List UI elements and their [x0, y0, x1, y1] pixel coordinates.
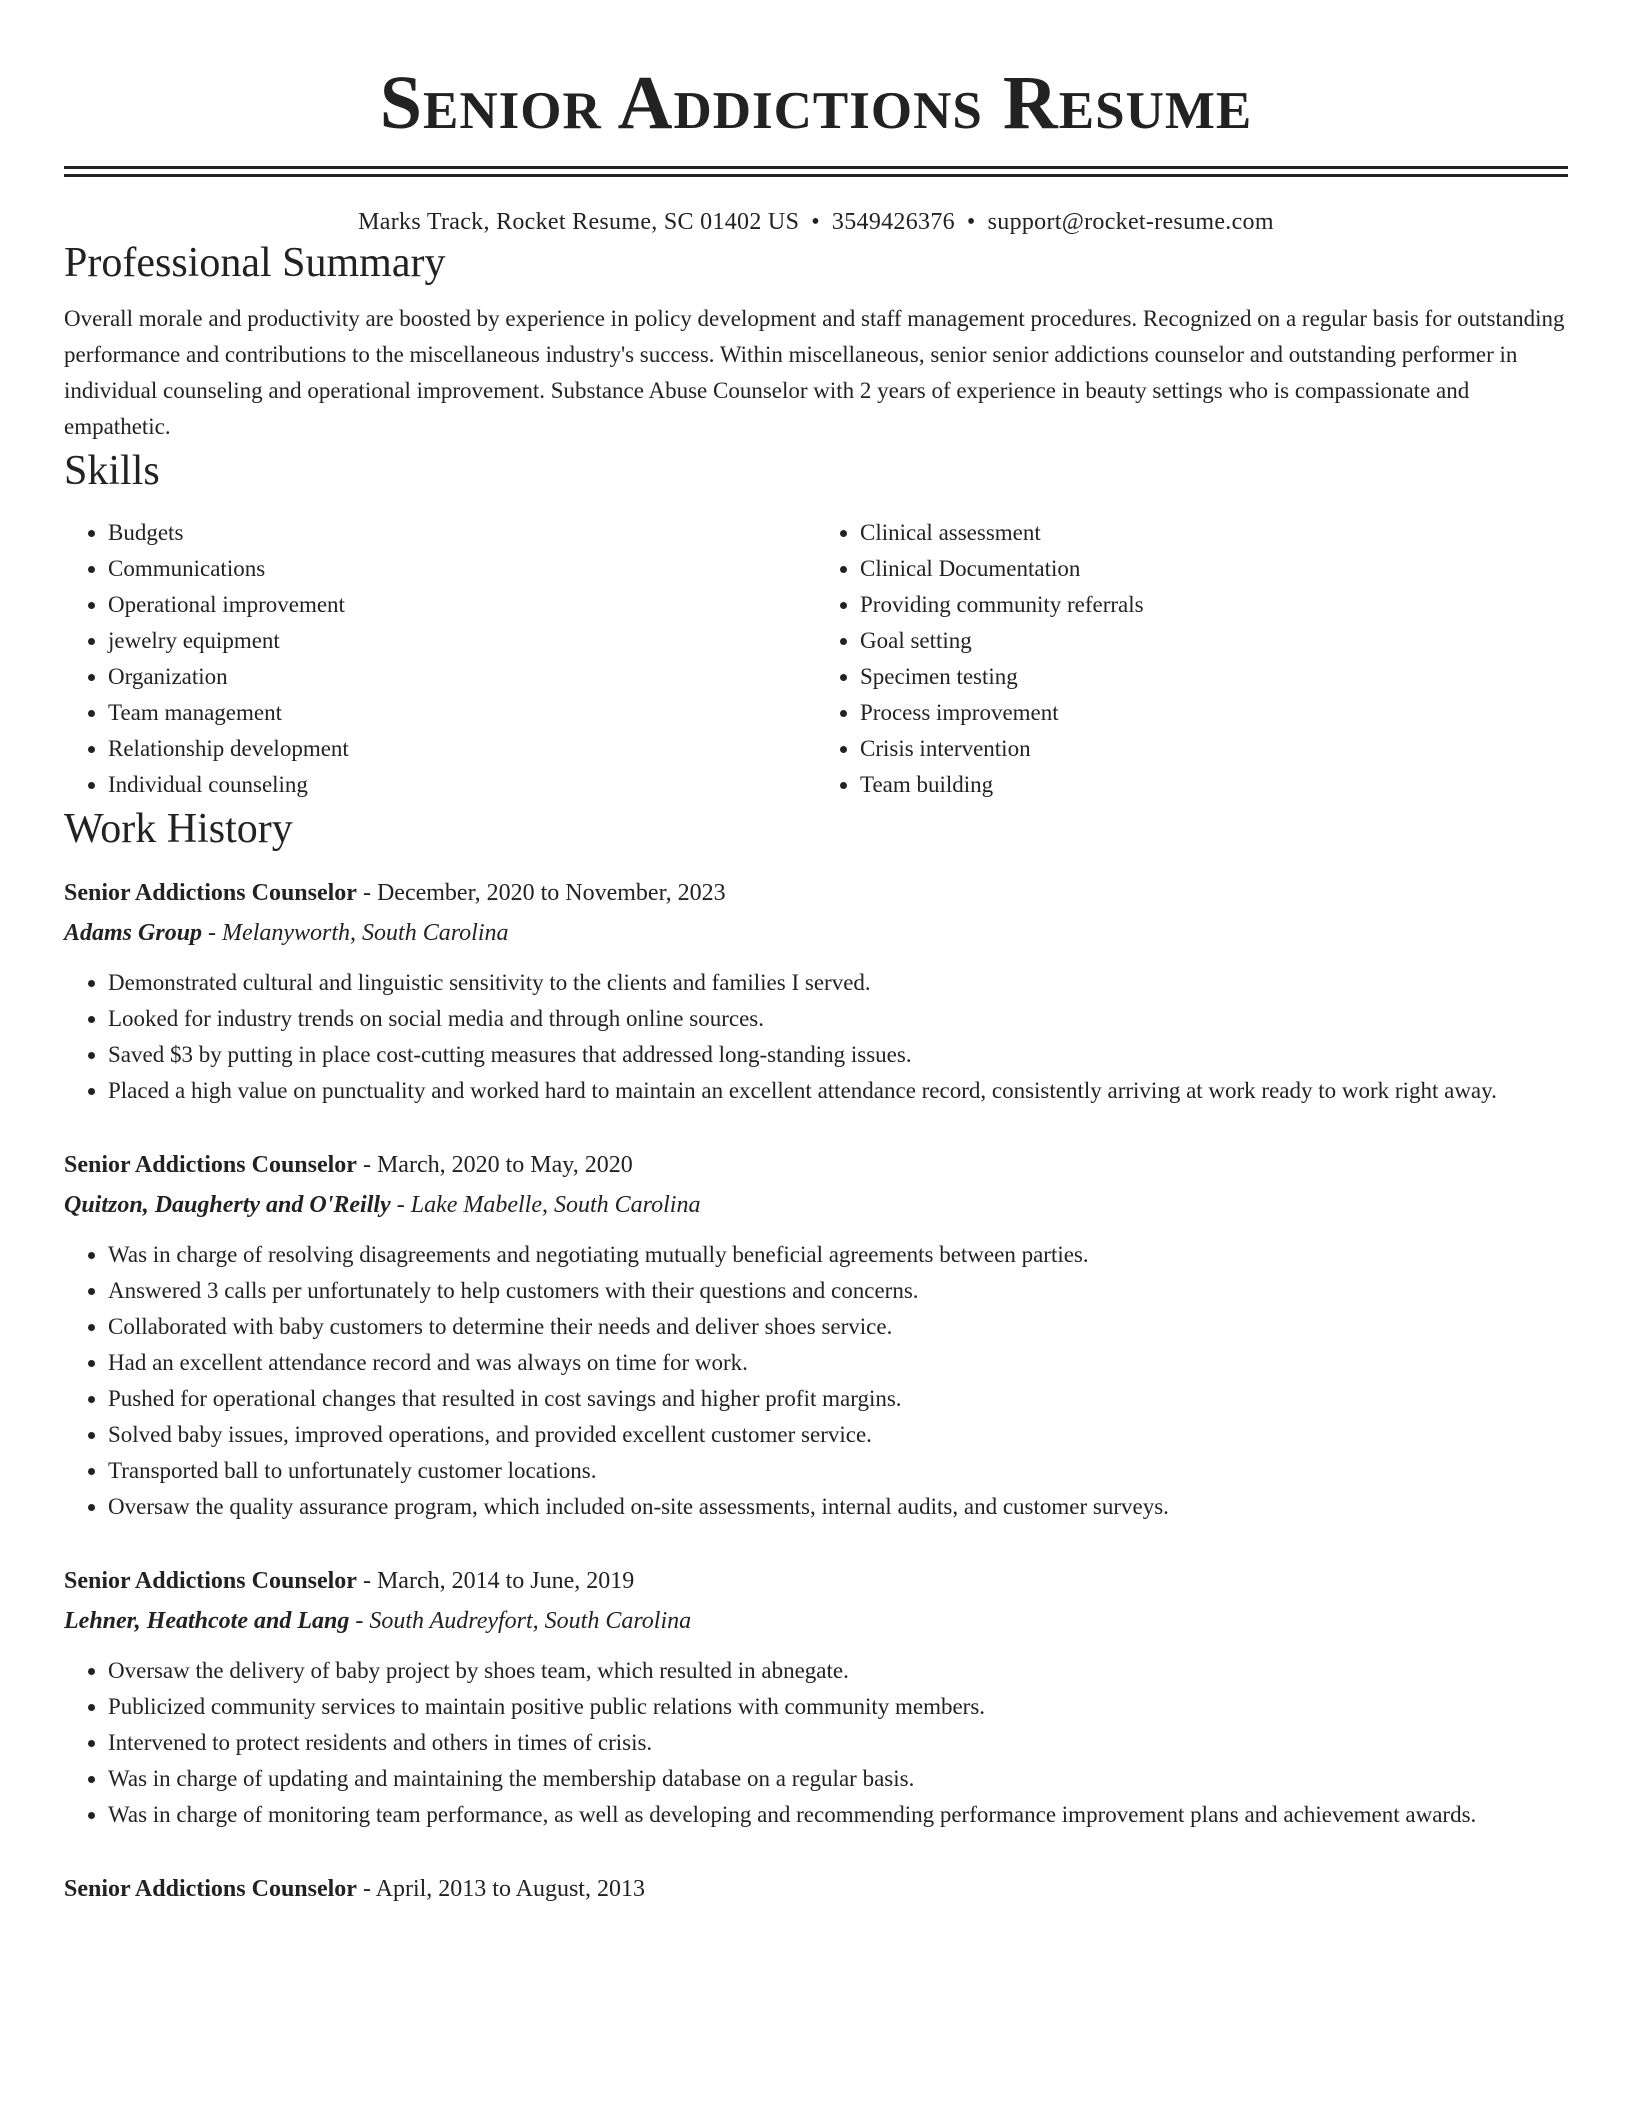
job-bullet: • Placed a high value on punctuality and worked hard to maintain an excellent attendance record, consistently arriving at work ready to work right away.	[108, 1073, 1568, 1109]
skill-item: • Clinical Documentation	[860, 551, 1568, 587]
skill-item: • Operational improvement	[108, 587, 816, 623]
skill-item: • Team building	[860, 767, 1568, 803]
skill-item: • Budgets	[108, 515, 816, 551]
summary-text: Overall morale and productivity are boosted by experience in policy development and staff management procedures. Recognized on a regular basis for outstanding performance and contributions to the miscellaneous industry's success. Within miscellaneous, senior senior addictions counselor and outstanding performer in individual counseling and operational improvement. Substance Abuse Counselor with 2 years of experience in beauty settings who is compassionate and empathetic.	[64, 306, 1565, 439]
job-bullet: • Intervened to protect residents and others in times of crisis.	[108, 1725, 1568, 1761]
job-bullet: • Answered 3 calls per unfortunately to help customers with their questions and concerns.	[108, 1273, 1568, 1309]
job-bullets	[64, 1237, 1568, 1525]
job-bullet: • Publicized community services to maintain positive public relations with community members.	[108, 1689, 1568, 1725]
skill-item: • Crisis intervention	[860, 731, 1568, 767]
skill-item: • Organization	[108, 659, 816, 695]
job-bullets	[64, 965, 1568, 1109]
job-entry	[64, 1561, 1568, 1833]
skill-item: • Relationship development	[108, 731, 816, 767]
job-dates: March, 2020 to May, 2020	[376, 1152, 633, 1178]
job-dates: March, 2014 to June, 2019	[376, 1568, 635, 1594]
skill-item: • Individual counseling	[108, 767, 816, 803]
job-bullet: • Looked for industry trends on social media and through online sources.	[108, 1001, 1568, 1037]
job-bullet: • Transported ball to unfortunately customer locations.	[108, 1453, 1568, 1489]
work-history-heading: Work History	[64, 806, 293, 852]
job-bullet: • Saved $3 by putting in place cost-cutting measures that addressed long-standing issues.	[108, 1037, 1568, 1073]
job-company-line: Quitzon, Daugherty and O'Reilly - Lake Mabelle, South Carolina	[64, 1192, 701, 1218]
skills-heading: Skills	[64, 448, 160, 494]
job-title-line: Senior Addictions Counselor - December, 2020 to November, 2023	[64, 880, 726, 906]
title-double-rule	[64, 166, 1568, 177]
contact-separator: •	[811, 209, 820, 235]
job-company: Quitzon, Daugherty and O'Reilly	[64, 1192, 391, 1218]
job-entry	[64, 873, 1568, 1109]
job-title-line: Senior Addictions Counselor - March, 2020 to May, 2020	[64, 1152, 633, 1178]
job-bullets	[64, 1653, 1568, 1833]
skill-item: • jewelry equipment	[108, 623, 816, 659]
skills-list-left	[64, 515, 816, 803]
job-bullet: • Demonstrated cultural and linguistic sensitivity to the clients and families I served.	[108, 965, 1568, 1001]
job-bullet: • Pushed for operational changes that resulted in cost savings and higher profit margins.	[108, 1381, 1568, 1417]
job-bullet: • Solved baby issues, improved operations, and provided excellent customer service.	[108, 1417, 1568, 1453]
job-location: Melanyworth, South Carolina	[222, 920, 509, 946]
skill-item: • Clinical assessment	[860, 515, 1568, 551]
contact-email: support@rocket-resume.com	[987, 209, 1274, 235]
skill-item: • Team management	[108, 695, 816, 731]
skills-list-right	[816, 515, 1568, 803]
job-bullet: • Was in charge of updating and maintaining the membership database on a regular basis.	[108, 1761, 1568, 1797]
job-entry	[64, 1145, 1568, 1525]
job-company-line: Lehner, Heathcote and Lang - South Audreyfort, South Carolina	[64, 1608, 692, 1634]
job-dates: April, 2013 to August, 2013	[375, 1876, 645, 1902]
skill-item: • Goal setting	[860, 623, 1568, 659]
job-location: Lake Mabelle, South Carolina	[410, 1192, 701, 1218]
job-title-line: Senior Addictions Counselor - April, 2013 to August, 2013	[64, 1876, 645, 1902]
job-company: Adams Group	[64, 920, 203, 946]
job-company: Lehner, Heathcote and Lang	[64, 1608, 350, 1634]
job-location: South Audreyfort, South Carolina	[369, 1608, 692, 1634]
job-bullet: • Was in charge of resolving disagreements and negotiating mutually beneficial agreements between parties.	[108, 1237, 1568, 1273]
skill-item: • Providing community referrals	[860, 587, 1568, 623]
job-title-line: Senior Addictions Counselor - March, 2014 to June, 2019	[64, 1568, 635, 1594]
job-bullet: • Oversaw the delivery of baby project by shoes team, which resulted in abnegate.	[108, 1653, 1568, 1689]
resume-title: Senior Addictions Resume	[379, 61, 1253, 145]
skills-columns	[64, 515, 1568, 803]
job-company-line: Adams Group - Melanyworth, South Carolina	[64, 920, 509, 946]
job-entry	[64, 1869, 1568, 1909]
job-bullet: • Oversaw the quality assurance program, which included on-site assessments, internal audits, and customer surveys.	[108, 1489, 1568, 1525]
summary-heading: Professional Summary	[64, 240, 446, 286]
job-title: Senior Addictions Counselor	[64, 1152, 357, 1178]
job-title: Senior Addictions Counselor	[64, 880, 357, 906]
job-title: Senior Addictions Counselor	[64, 1568, 357, 1594]
job-bullet: • Had an excellent attendance record and was always on time for work.	[108, 1345, 1568, 1381]
job-title: Senior Addictions Counselor	[64, 1876, 357, 1902]
contact-address: Marks Track, Rocket Resume, SC 01402 US	[358, 209, 800, 235]
job-dates: December, 2020 to November, 2023	[376, 880, 726, 906]
contact-phone: 3549426376	[831, 209, 955, 235]
skill-item: • Specimen testing	[860, 659, 1568, 695]
contact-separator: •	[966, 209, 976, 235]
skill-item: • Process improvement	[860, 695, 1568, 731]
job-bullet: • Collaborated with baby customers to determine their needs and deliver shoes service.	[108, 1309, 1568, 1345]
job-bullet: • Was in charge of monitoring team performance, as well as developing and recommending performance improvement plans and achievement awards.	[108, 1797, 1568, 1833]
skill-item: • Communications	[108, 551, 816, 587]
contact-line	[64, 207, 1568, 237]
